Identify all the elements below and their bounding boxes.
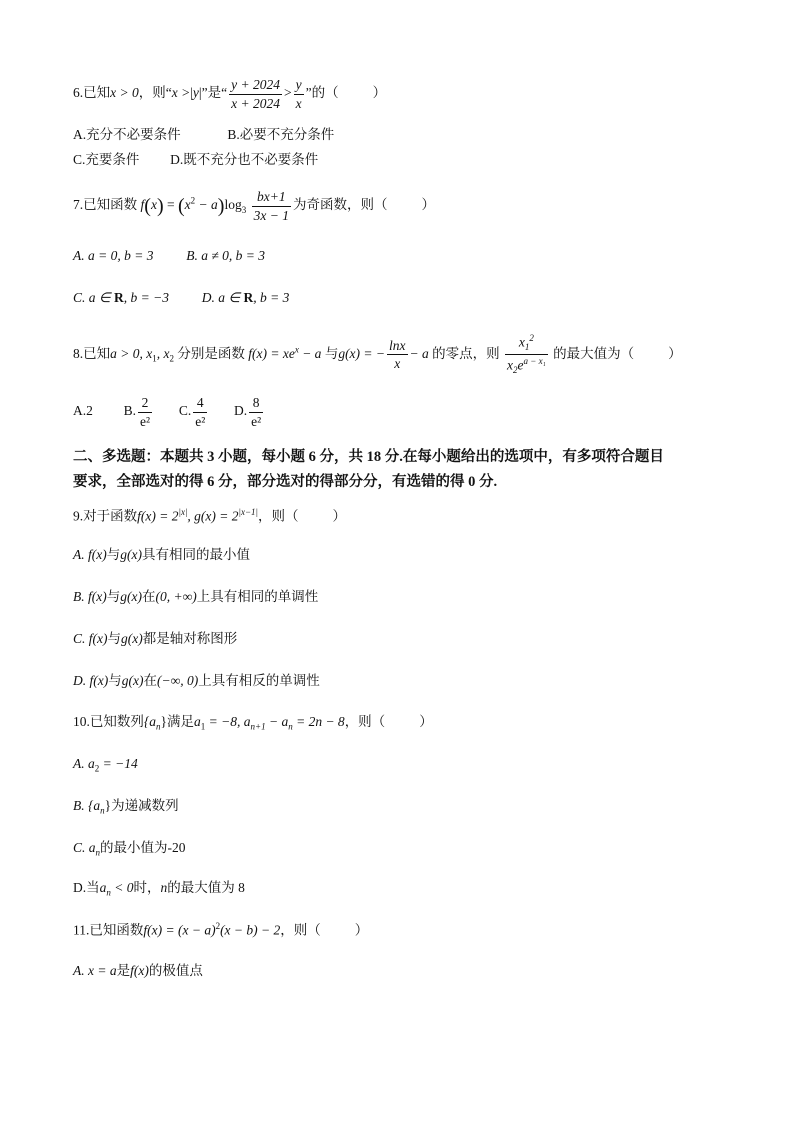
q8-vars: a > 0, x (110, 345, 153, 361)
q7-number: 7.已知函数 (73, 197, 138, 213)
q10-option-d-text: 的最大值为 8 (167, 880, 245, 895)
q10-cond-post: = 2n − 8 (292, 714, 345, 729)
q9-option-b-mid: 与 (106, 589, 121, 604)
q7-close: ） (421, 197, 435, 213)
q10-cond-mid2: − a (265, 714, 289, 729)
q8-option-b-num: 2 (138, 396, 152, 413)
q9-tail: ，则（ (258, 508, 299, 524)
q7-option-c-pre: C. a ∈ (73, 290, 115, 305)
q7-option-c-R: R (114, 290, 124, 305)
section2-heading-line1: 二、多选题：本题共 3 小题，每小题 6 分，共 18 分.在每小题给出的选项中，有多项符合题目 (73, 449, 664, 465)
q7-frac-num: bx+1 (252, 190, 291, 207)
q8-sub1: 1 (152, 353, 157, 364)
q11-option-a-mid: 是 (116, 963, 131, 978)
q8-option-d-den: e² (251, 413, 262, 429)
q10-tail: ，则（ (344, 714, 386, 729)
q7-x2: x (184, 197, 191, 213)
q6-frac2-den: x (295, 95, 302, 111)
q6-text1: ，则“ (138, 85, 172, 101)
q6-number: 6.已知 (73, 85, 111, 101)
q11-close: ） (354, 922, 369, 938)
q7-options-row1 (73, 249, 265, 263)
q11-option-a-pre: A. x = a (73, 963, 117, 978)
q9-option-d[interactable] (73, 674, 320, 688)
q9-option-c[interactable] (73, 632, 237, 646)
q10-option-c-sub: n (95, 847, 101, 858)
q8-ratio-num-sub: 1 (524, 342, 530, 353)
q10-option-a[interactable] (73, 757, 138, 774)
q7-x: x (150, 197, 157, 213)
q6-close: ） (372, 85, 387, 101)
q6-text2: ”是“ (201, 85, 228, 101)
q8-number: 8.已知 (73, 345, 111, 361)
q6-fraction1 (229, 78, 282, 110)
q7-option-d-R: R (243, 290, 254, 305)
q7-minus-a: − a (198, 197, 218, 213)
q9-option-b-in: 在 (141, 589, 156, 604)
q9-number: 9.对于函数 (73, 508, 138, 524)
q9-option-b-f: B. f(x) (73, 589, 107, 604)
q11-number: 11.已知函数 (73, 922, 144, 938)
q7-option-d-post: , b = 3 (253, 290, 290, 305)
q10-option-b[interactable] (73, 799, 179, 816)
q8-text1: 分别是函数 (177, 345, 245, 361)
q11-stem (73, 922, 368, 937)
q7-options-row2 (73, 291, 289, 305)
q8-f-exp: x (294, 344, 299, 355)
q7-option-c-post: , b = −3 (123, 290, 169, 305)
q8-text4: 的最大值为（ (553, 345, 635, 361)
q7-sup2: 2 (190, 195, 196, 206)
q9-stem (73, 508, 346, 523)
q8-ratio-den-e: e (517, 357, 524, 373)
q8-g-frac-den: x (394, 356, 401, 372)
q10-stem (73, 715, 433, 732)
q9-option-c-text: 都是轴对称图形 (142, 631, 238, 646)
q8-option-a[interactable]: A.2 (73, 403, 93, 419)
q6-frac1-num: y + 2024 (229, 78, 282, 95)
q10-option-d-n: n (160, 880, 168, 895)
q9-option-d-text: 上具有相反的单调性 (198, 673, 320, 688)
q9-close: ） (332, 508, 347, 524)
q8-option-c-num: 4 (193, 396, 207, 413)
q10-option-b-close: } (104, 798, 112, 813)
q9-option-b-g: g(x) (120, 589, 142, 604)
q9-option-c-g: g(x) (121, 631, 143, 646)
q9-option-b[interactable] (73, 590, 318, 604)
q9-option-d-g: g(x) (121, 673, 144, 688)
q6-text3: ”的（ (305, 85, 339, 101)
q6-frac1-den: x + 2024 (231, 95, 280, 111)
q8-option-c[interactable] (178, 395, 209, 429)
q11-expr-sup: 2 (215, 921, 221, 931)
q8-f-expr: f(x) = xe (248, 345, 295, 361)
q8-ratio-num-sup: 2 (529, 333, 534, 343)
section2-heading-line2: 要求，全部选对的得 6 分，部分选对的得部分分，有选错的得 0 分. (73, 474, 498, 490)
q10-cond-mid1: = −8, a (205, 714, 251, 729)
q7-log-base: 3 (241, 204, 247, 215)
q8-f-post: − a (298, 345, 322, 361)
q11-expr: f(x) = (x − a) (143, 922, 216, 938)
q7-eq: = (166, 197, 175, 213)
q11-option-a-text: 的极值点 (148, 963, 203, 978)
q7-tail: 为奇函数，则（ (292, 197, 388, 213)
q9-option-a-g: g(x) (120, 547, 142, 562)
q10-option-d-sub: n (106, 887, 111, 898)
q11-option-a[interactable] (73, 964, 203, 978)
q10-cond-sub3: n (288, 721, 293, 732)
q9-option-d-interval: (−∞, 0) (156, 673, 199, 688)
q10-number: 10.已知数列 (73, 714, 144, 729)
q10-option-c[interactable] (73, 841, 186, 858)
q8-text2: 与 (324, 345, 339, 361)
q7-option-a[interactable]: A. a = 0, b = 3 (73, 248, 154, 263)
q8-g-expr: g(x) = − (338, 345, 386, 361)
q8-option-d-pre: D. (234, 403, 248, 419)
q9-f-exp: |x| (178, 507, 188, 517)
q10-text1: 满足 (167, 714, 195, 729)
q6-options-row2 (73, 153, 318, 167)
q7-option-c[interactable] (73, 290, 169, 305)
q10-close: ） (419, 714, 433, 729)
q6-condition: x > 0 (110, 85, 139, 101)
q7-stem: 7.已知函数 $f(x) = (x^2 - a)\log_3$ $\frac{bx+1}{3x - 1}$ 为奇函数，则（ ） (73, 189, 435, 223)
q10-option-a-pre: A. a (73, 756, 95, 771)
q9-option-a-mid: 与 (106, 547, 121, 562)
q10-cond-a: a (194, 714, 201, 729)
q8-option-d-num: 8 (249, 396, 263, 413)
q10-option-b-sub: n (100, 805, 105, 816)
q7-option-d-pre: D. a ∈ (201, 290, 244, 305)
q8-options (73, 396, 265, 428)
q10-option-c-text: 的最小值为-20 (100, 840, 186, 855)
q6-option-c[interactable]: C.充要条件 (73, 152, 140, 167)
q10-cond-sub1: 1 (200, 721, 206, 732)
q10-option-d-mid: 时， (133, 880, 161, 895)
q11-expr-post: (x − b) − 2 (220, 922, 281, 938)
q8-option-b-den: e² (140, 413, 151, 429)
q8-option-b[interactable] (123, 395, 154, 429)
q9-option-a-text: 具有相同的最小值 (141, 547, 250, 562)
q6-option-b[interactable]: B.必要不充分条件 (227, 127, 335, 142)
q10-option-a-sub: 2 (94, 763, 100, 774)
q6-gt: > (283, 85, 292, 101)
q10-option-d[interactable] (73, 881, 245, 898)
q8-ratio-den: x (507, 357, 514, 373)
q9-f-expr: f(x) = 2 (137, 508, 179, 524)
q10-cond-sub2: n+1 (250, 721, 266, 732)
q10-seq-close: } (160, 714, 168, 729)
q8-option-c-den: e² (195, 413, 206, 429)
q8-close: ） (668, 345, 682, 361)
q9-g-exp: |x−1| (238, 507, 259, 517)
q10-seq: {a (143, 714, 157, 729)
q9-option-d-mid: 与 (108, 673, 122, 688)
q10-option-b-pre: B. {a (73, 798, 101, 813)
q8-ratio-den-sup: a − x₁ (523, 356, 546, 367)
q8-option-d[interactable] (234, 395, 265, 429)
q6-options-row1 (73, 128, 334, 142)
q8-text3: 的零点，则 (432, 345, 500, 361)
q7-option-d[interactable] (202, 290, 290, 305)
q6-stem: 6.已知x > 0，则“x >|y|”是“ $\frac{y + 2024}{x + 2024}$ > $\frac{y}{x}$ ”的（ ） (73, 77, 387, 111)
q7-frac-den: 3x − 1 (253, 207, 289, 223)
q9-option-d-in: 在 (143, 673, 157, 688)
q6-expr1a: x > (171, 85, 191, 101)
q6-expr1b: y (192, 85, 199, 101)
q10-option-a-post: = −14 (99, 756, 138, 771)
q9-option-a-f: A. f(x) (73, 547, 107, 562)
q10-option-c-pre: C. a (73, 840, 96, 855)
q6-option-d[interactable]: D.既不充分也不必要条件 (170, 152, 319, 167)
q6-frac2-num: y (294, 78, 304, 95)
q7-option-b[interactable]: B. a ≠ 0, b = 3 (186, 248, 265, 263)
q9-option-c-mid: 与 (107, 631, 121, 646)
q10-seq-sub: n (156, 721, 161, 732)
q9-g-expr: , g(x) = 2 (187, 508, 239, 524)
q8-ratio-fraction (505, 334, 548, 375)
q8-option-c-pre: C. (178, 403, 192, 419)
q8-g-fraction (387, 339, 408, 371)
q7-f: f (140, 197, 145, 213)
q8-ratio-num: x (518, 334, 525, 350)
q7-log: log (224, 197, 242, 213)
q8-sub2: 2 (169, 353, 174, 364)
q8-g-frac-num: lnx (387, 339, 408, 356)
q11-option-a-f: f(x) (130, 963, 149, 978)
q11-tail: ，则（ (280, 922, 321, 938)
q9-option-c-f: C. f(x) (73, 631, 108, 646)
q9-option-a[interactable] (73, 548, 250, 562)
q8-ratio-den-sub: 2 (513, 365, 518, 376)
q8-comma: , x (156, 345, 170, 361)
q6-fraction2 (294, 78, 304, 110)
q8-g-tail: − a (409, 345, 429, 361)
q9-option-b-text: 上具有相同的单调性 (196, 589, 319, 604)
q6-option-a[interactable]: A.充分不必要条件 (73, 127, 181, 142)
q10-option-d-pre: D.当 (73, 880, 100, 895)
q8-stem (73, 334, 682, 375)
q10-option-d-a: a (99, 880, 107, 895)
q10-option-d-cond: < 0 (110, 880, 134, 895)
q8-option-b-pre: B. (123, 403, 137, 419)
q9-option-d-f: D. f(x) (73, 673, 109, 688)
q10-option-b-text: 为递减数列 (111, 798, 179, 813)
q7-fraction (252, 190, 291, 222)
q9-option-b-interval: (0, +∞) (155, 589, 197, 604)
